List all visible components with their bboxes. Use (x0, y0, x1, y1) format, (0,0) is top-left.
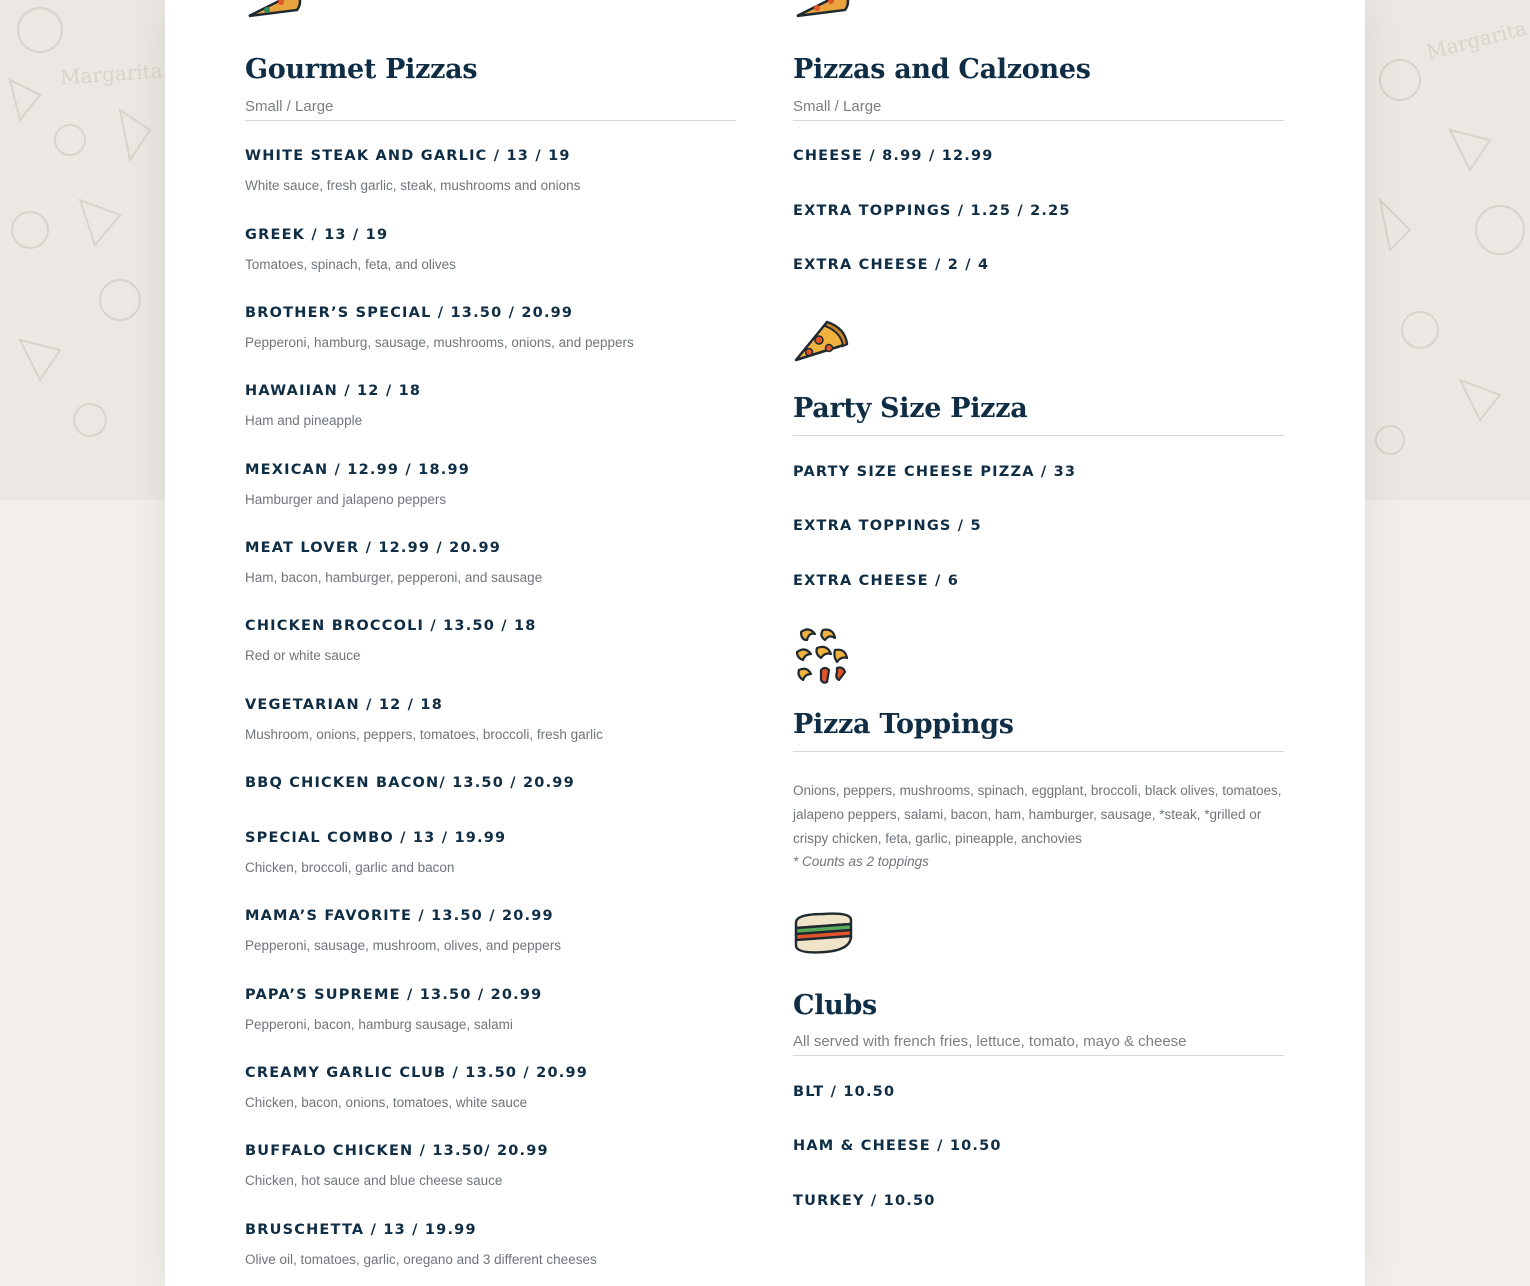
divider (793, 751, 1284, 752)
sandwich-icon (793, 910, 855, 956)
menu-item-title: EXTRA TOPPINGS / 5 (793, 518, 982, 534)
menu-item-title: GREEK / 13 / 19 (245, 227, 389, 243)
doodle-text: Margarita (59, 58, 164, 90)
menu-item-title: BRUSCHETTA / 13 / 19.99 (245, 1222, 477, 1238)
menu-item-title: SPECIAL COMBO / 13 / 19.99 (245, 830, 507, 846)
toppings-list: Onions, peppers, mushrooms, spinach, eggplant, broccoli, black olives, tomatoes, jalapeno peppers, salami, bacon, ham, hamburger, sausage, *steak, *grilled or crispy chicken, feta, garlic, pineapple, anchovies (793, 783, 1282, 846)
menu-item-title: WHITE STEAK AND GARLIC / 13 / 19 (245, 148, 571, 164)
menu-item-title: HAM & CHEESE / 10.50 (793, 1138, 1002, 1154)
pizza-slice-icon (793, 0, 853, 22)
menu-item-title: TURKEY / 10.50 (793, 1193, 936, 1209)
menu-item-description: Olive oil, tomatoes, garlic, oregano and 3 different cheeses (245, 1252, 597, 1267)
gourmet-pizzas-title: Gourmet Pizzas (245, 54, 478, 85)
divider (793, 435, 1284, 436)
divider (793, 120, 1284, 121)
clubs-subtitle: All served with french fries, lettuce, tomato, mayo & cheese (793, 1033, 1187, 1050)
divider (245, 120, 736, 121)
pizzas-calzones-subtitle: Small / Large (793, 98, 882, 115)
menu-item-description: Ham and pineapple (245, 413, 363, 428)
party-size-pizza-title: Party Size Pizza (793, 393, 1028, 424)
menu-item-title: BROTHER’S SPECIAL / 13.50 / 20.99 (245, 305, 574, 321)
menu-item-title: EXTRA CHEESE / 2 / 4 (793, 257, 990, 273)
menu-item-description: Red or white sauce (245, 648, 361, 663)
menu-item-description: Pepperoni, bacon, hamburg sausage, salami (245, 1017, 513, 1032)
menu-item-description: Hamburger and jalapeno peppers (245, 492, 447, 507)
pizza-slice-icon (245, 0, 305, 22)
toppings-icon (793, 626, 851, 686)
menu-item-title: CHEESE / 8.99 / 12.99 (793, 148, 994, 164)
menu-item-title: BBQ CHICKEN BACON/ 13.50 / 20.99 (245, 775, 575, 791)
menu-item-title: EXTRA CHEESE / 6 (793, 573, 960, 589)
menu-item-description: Chicken, broccoli, garlic and bacon (245, 860, 455, 875)
menu-item-description: Mushroom, onions, peppers, tomatoes, broccoli, fresh garlic (245, 727, 603, 742)
menu-item-title: MEXICAN / 12.99 / 18.99 (245, 462, 471, 478)
clubs-title: Clubs (793, 990, 877, 1021)
menu-item-title: BLT / 10.50 (793, 1084, 896, 1100)
menu-item-description: Ham, bacon, hamburger, pepperoni, and sausage (245, 570, 543, 585)
menu-item-title: EXTRA TOPPINGS / 1.25 / 2.25 (793, 203, 1071, 219)
divider (793, 1055, 1284, 1056)
menu-card (165, 0, 1365, 1286)
menu-item-title: CREAMY GARLIC CLUB / 13.50 / 20.99 (245, 1065, 589, 1081)
menu-item-description: Tomatoes, spinach, feta, and olives (245, 257, 456, 272)
doodle-text: Margarita (1423, 15, 1529, 65)
menu-item-title: VEGETARIAN / 12 / 18 (245, 697, 443, 713)
menu-item-description: Chicken, hot sauce and blue cheese sauce (245, 1173, 503, 1188)
toppings-note: * Counts as 2 toppings (793, 854, 929, 869)
menu-item-description: Chicken, bacon, onions, tomatoes, white sauce (245, 1095, 528, 1110)
menu-item-description: Pepperoni, hamburg, sausage, mushrooms, onions, and peppers (245, 335, 634, 350)
pizza-toppings-title: Pizza Toppings (793, 709, 1014, 740)
menu-item-title: BUFFALO CHICKEN / 13.50/ 20.99 (245, 1143, 549, 1159)
gourmet-pizzas-subtitle: Small / Large (245, 98, 334, 115)
menu-item-description: Pepperoni, sausage, mushroom, olives, and peppers (245, 938, 561, 953)
menu-item-description: White sauce, fresh garlic, steak, mushrooms and onions (245, 178, 581, 193)
pizzas-calzones-title: Pizzas and Calzones (793, 54, 1091, 85)
menu-item-title: MAMA’S FAVORITE / 13.50 / 20.99 (245, 908, 554, 924)
pizza-slice-icon (793, 318, 851, 364)
menu-item-title: PAPA’S SUPREME / 13.50 / 20.99 (245, 987, 543, 1003)
menu-item-title: PARTY SIZE CHEESE PIZZA / 33 (793, 464, 1077, 480)
menu-item-title: CHICKEN BROCCOLI / 13.50 / 18 (245, 618, 537, 634)
menu-item-title: MEAT LOVER / 12.99 / 20.99 (245, 540, 502, 556)
menu-item-title: HAWAIIAN / 12 / 18 (245, 383, 422, 399)
